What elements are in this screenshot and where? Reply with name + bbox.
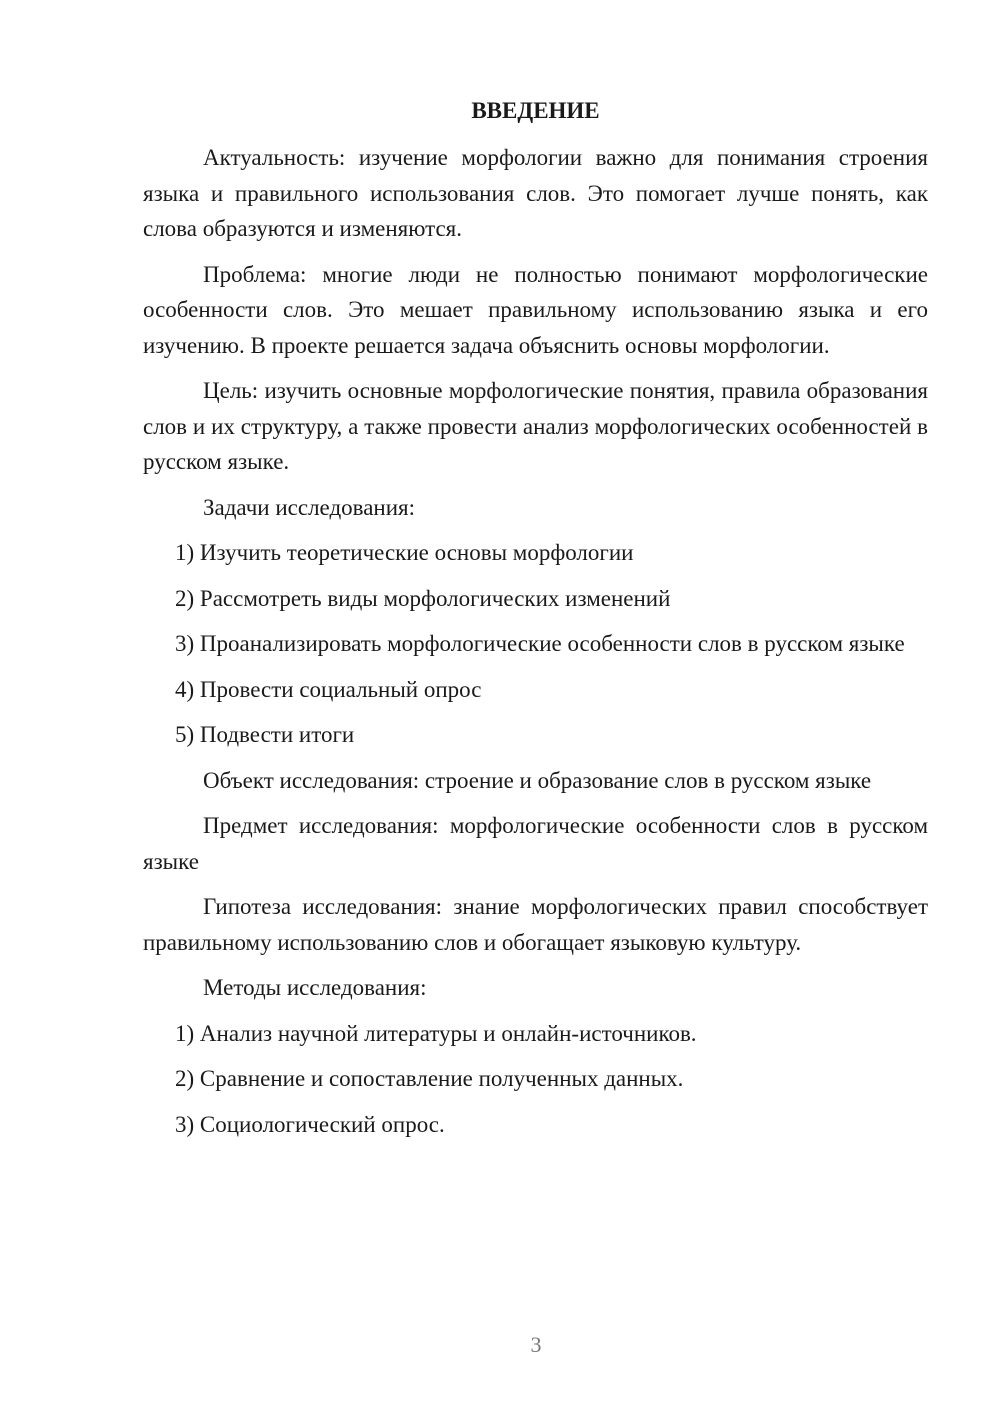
paragraph-subject: Предмет исследования: морфологические особенности слов в русском языке (143, 813, 928, 874)
list-item: 4) Провести социальный опрос (175, 676, 482, 702)
page-title: ВВЕДЕНИЕ (471, 98, 600, 123)
paragraph-goal: Цель: изучить основные морфологические понятия, правила образования слов и их структуру, а также провести анализ морфологических особенностей в русском языке. (143, 378, 928, 474)
paragraph-relevance: Актуальность: изучение морфологии важно для понимания строения языка и правильного использования слов. Это помогает лучше понять, как слова образуются и изменяются. (143, 145, 928, 241)
methods-list (143, 1016, 928, 1143)
list-item: 5) Подвести итоги (175, 722, 355, 747)
list-item: 1) Анализ научной литературы и онлайн-источников. (175, 1020, 697, 1046)
list-item: 3) Социологический опрос. (175, 1111, 445, 1137)
paragraph-problem: Проблема: многие люди не полностью понимают морфологические особенности слов. Это мешает правильному использованию языка и его изучению. В проекте решается задача объяснить основы морфологии. (143, 261, 928, 358)
list-item: 3) Проанализировать морфологические особенности слов в русском языке (175, 631, 905, 656)
list-item: 2) Сравнение и сопоставление полученных данных. (175, 1066, 684, 1091)
list-item: 1) Изучить теоретические основы морфологии (175, 540, 634, 565)
tasks-heading: Задачи исследования: (203, 494, 416, 520)
methods-heading: Методы исследования: (203, 975, 427, 1000)
tasks-list (143, 535, 928, 753)
paragraph-object: Объект исследования: строение и образование слов в русском языке (203, 767, 872, 793)
paragraph-hypothesis: Гипотеза исследования: знание морфологических правил способствует правильному использованию слов и обогащает языковую культуру. (143, 894, 928, 955)
page-number: 3 (530, 1332, 542, 1357)
list-item: 2) Рассмотреть виды морфологических изменений (175, 585, 671, 611)
page-content (143, 96, 928, 1152)
